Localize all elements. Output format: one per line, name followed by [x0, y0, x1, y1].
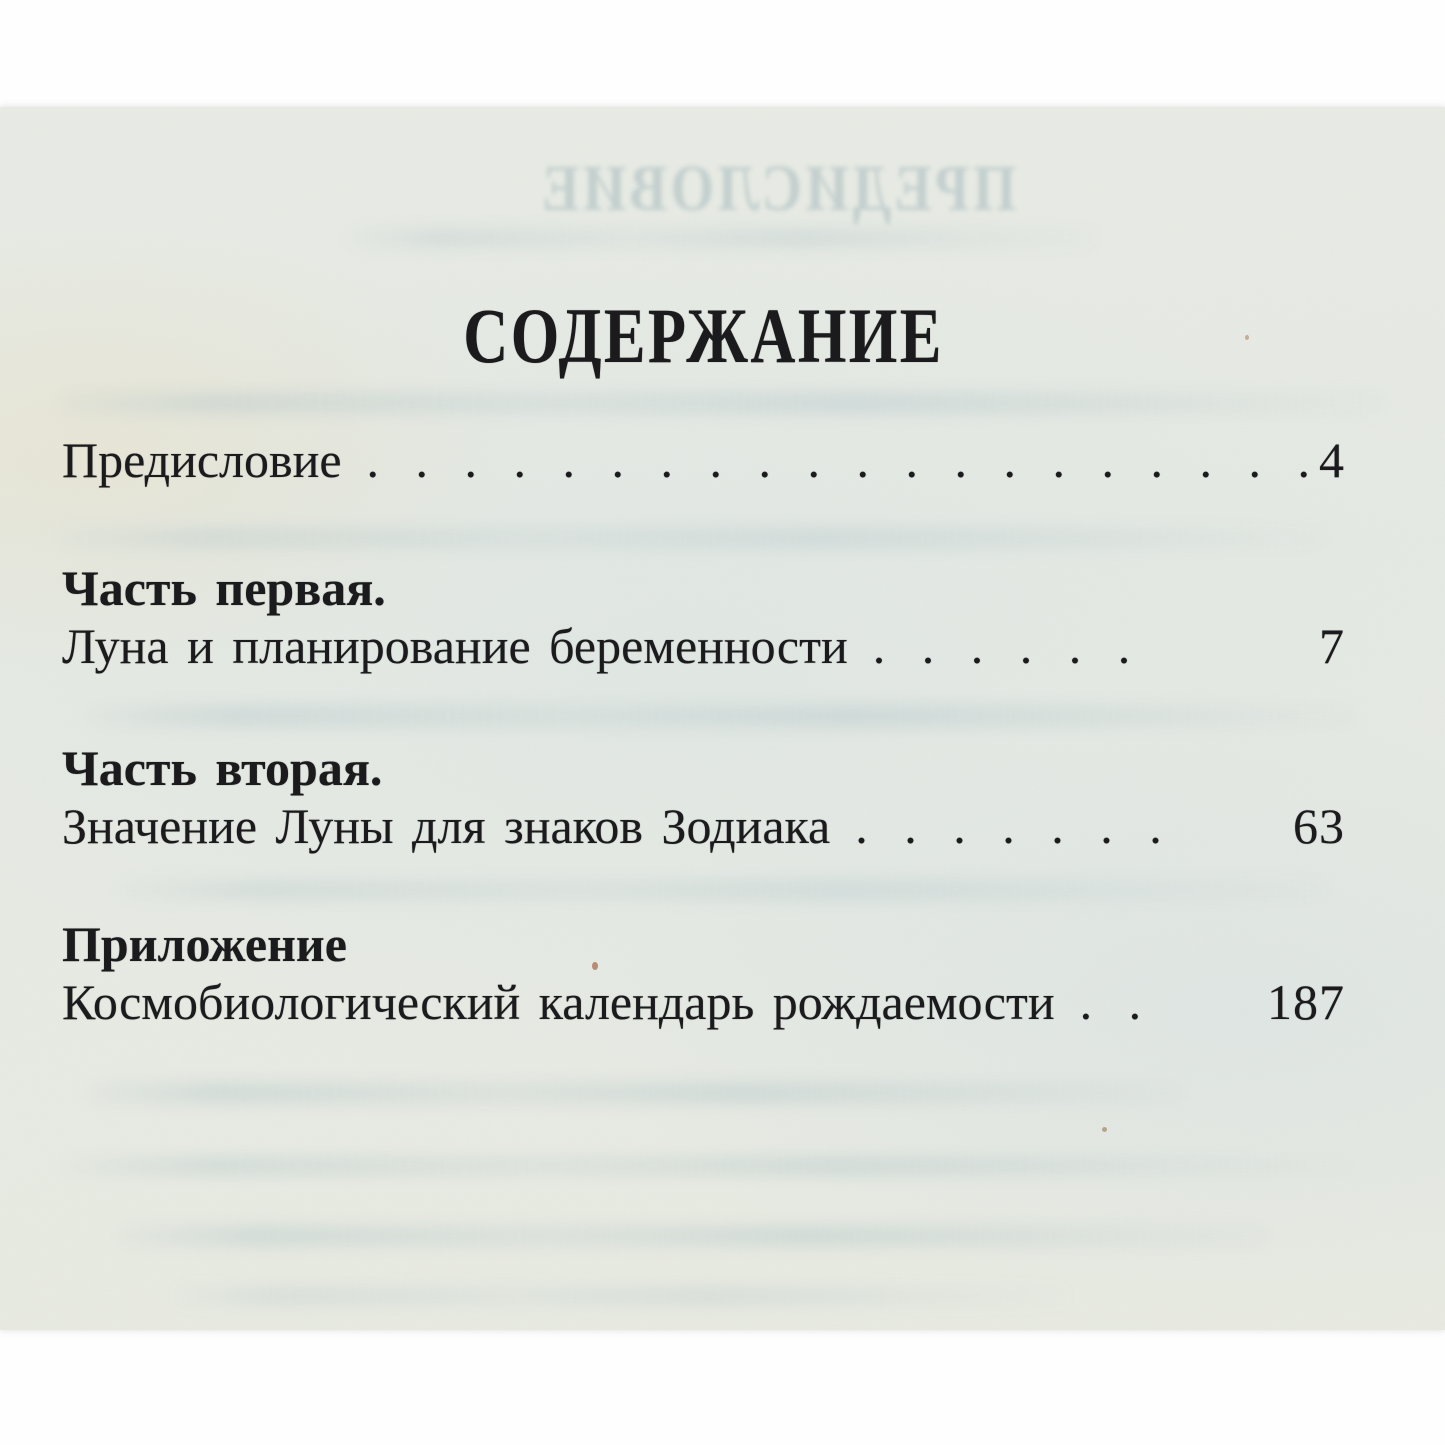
toc-list — [62, 431, 1345, 1031]
toc-entry-label: Предисловие — [62, 432, 342, 488]
paper-speck — [1102, 1127, 1107, 1132]
toc-content — [62, 107, 1345, 1031]
toc-line — [62, 973, 1345, 1031]
bleed-through-line — [173, 1285, 1069, 1307]
toc-entry-part-two — [62, 739, 1345, 855]
dot-leader: . . . . . . . . . . . . . . . . . . . . — [366, 432, 1320, 488]
toc-line — [62, 617, 1345, 675]
dot-leader: . . — [1079, 974, 1151, 1030]
toc-entry-appendix — [62, 915, 1345, 1031]
toc-entry-heading: Часть первая. — [62, 560, 386, 616]
toc-entry-label: Космобиологический календарь рождаемости — [62, 974, 1055, 1030]
toc-page-number: 187 — [1267, 974, 1345, 1030]
toc-page-number: 4 — [1319, 432, 1345, 488]
contents-title: СОДЕРЖАНИЕ — [463, 292, 944, 379]
bleed-through-line — [58, 1155, 1359, 1177]
bleed-through-title: ПРЕДИСЛОВИЕ — [538, 152, 1017, 225]
toc-entry-label: Значение Луны для знаков Зодиака — [62, 798, 831, 854]
bleed-through-line — [116, 1225, 1272, 1247]
dot-leader: . . . . . . — [872, 618, 1140, 674]
paper-sheet — [0, 107, 1445, 1330]
toc-page-number: 63 — [1293, 798, 1345, 854]
toc-page-number: 7 — [1319, 618, 1345, 674]
toc-line — [62, 431, 1345, 489]
toc-entry-part-one — [62, 559, 1345, 675]
dot-leader: . . . . . . . — [855, 798, 1171, 854]
toc-entry-heading: Часть вторая. — [62, 740, 383, 796]
toc-line — [62, 797, 1345, 855]
toc-entry-preface — [62, 431, 1345, 489]
toc-entry-label: Луна и планирование беременности — [62, 618, 848, 674]
bleed-through-line — [87, 1082, 1185, 1104]
toc-entry-heading: Приложение — [62, 916, 347, 972]
